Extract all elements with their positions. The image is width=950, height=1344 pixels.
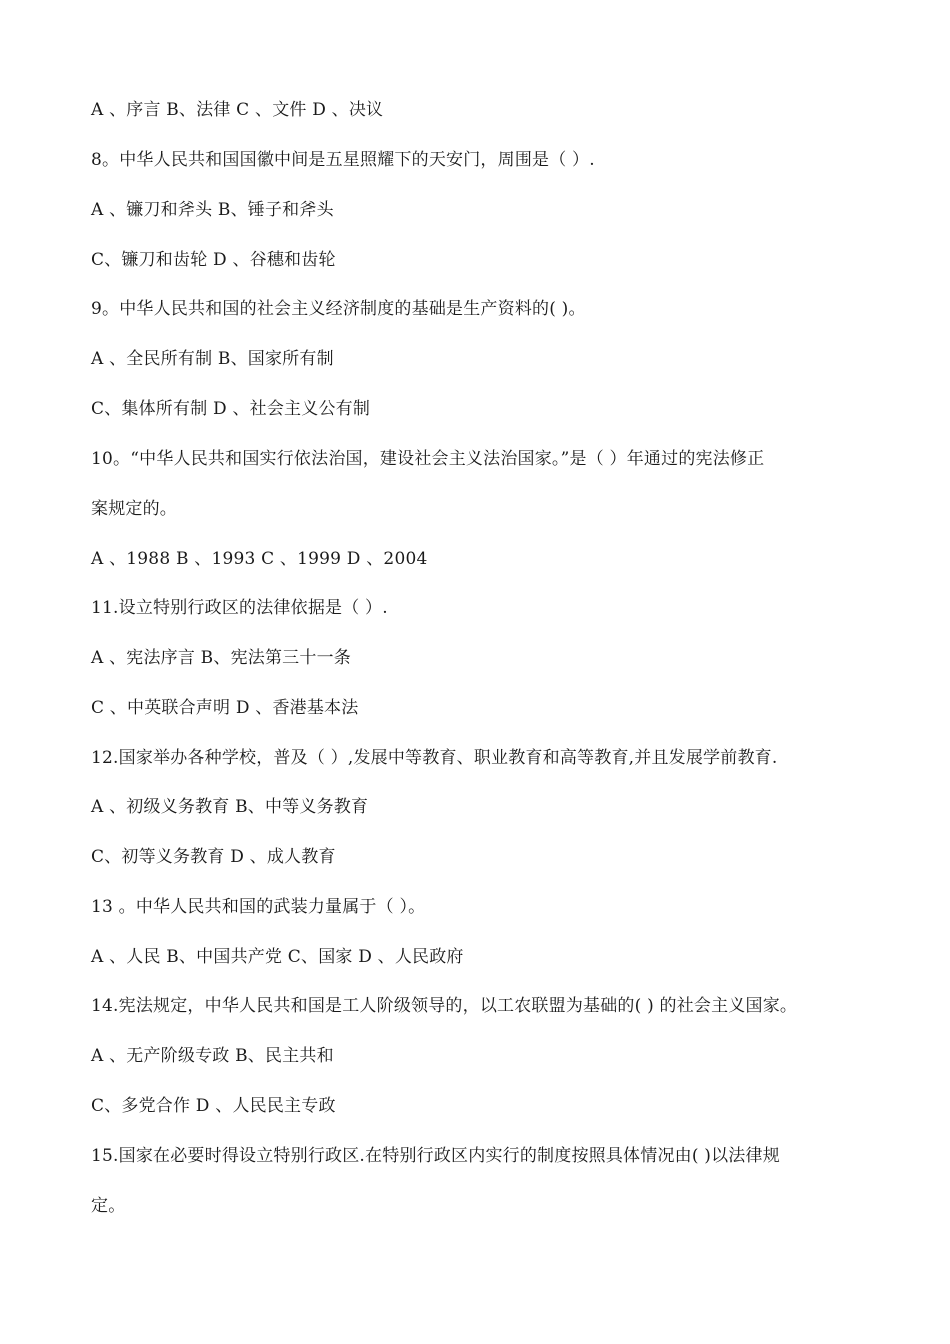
option-line-q7: A 、序言 B、法律 C 、文件 D 、决议 bbox=[91, 100, 384, 120]
option-line-q10: A 、1988 B 、1993 C 、1999 D 、2004 bbox=[91, 549, 428, 569]
option-line-q13: A 、人民 B、中国共产党 C、国家 D 、人民政府 bbox=[91, 947, 464, 967]
question-15-line-2: 定。 bbox=[91, 1196, 126, 1216]
option-line-q9-ab: A 、全民所有制 B、国家所有制 bbox=[91, 349, 334, 369]
option-line-q12-ab: A 、初级义务教育 B、中等义务教育 bbox=[91, 797, 369, 817]
option-line-q12-cd: C、初等义务教育 D 、成人教育 bbox=[91, 847, 336, 867]
option-line-q8-cd: C、镰刀和齿轮 D 、谷穗和齿轮 bbox=[91, 250, 336, 270]
question-11: 11.设立特别行政区的法律依据是（ ）. bbox=[91, 598, 388, 618]
option-line-q11-cd: C 、中英联合声明 D 、香港基本法 bbox=[91, 698, 359, 718]
question-13: 13 。中华人民共和国的武装力量属于（ ）。 bbox=[91, 897, 426, 917]
question-10-line-2: 案规定的。 bbox=[91, 499, 177, 519]
question-14: 14.宪法规定，中华人民共和国是工人阶级领导的，以工农联盟为基础的( ) 的社会主义国家。 bbox=[91, 996, 798, 1016]
question-12: 12.国家举办各种学校，普及（ ）,发展中等教育、职业教育和高等教育,并且发展学前教育. bbox=[91, 748, 778, 768]
question-8: 8。中华人民共和国国徽中间是五星照耀下的天安门，周围是（ ）. bbox=[91, 150, 595, 170]
question-9: 9。中华人民共和国的社会主义经济制度的基础是生产资料的( )。 bbox=[91, 299, 586, 319]
option-line-q14-cd: C、多党合作 D 、人民民主专政 bbox=[91, 1096, 336, 1116]
option-line-q14-ab: A 、无产阶级专政 B、民主共和 bbox=[91, 1046, 334, 1066]
question-15-line-1: 15.国家在必要时得设立特别行政区.在特别行政区内实行的制度按照具体情况由( )以法律规 bbox=[91, 1146, 780, 1166]
option-line-q11-ab: A 、宪法序言 B、宪法第三十一条 bbox=[91, 648, 351, 668]
option-line-q9-cd: C、集体所有制 D 、社会主义公有制 bbox=[91, 399, 371, 419]
option-line-q8-ab: A 、镰刀和斧头 B、锤子和斧头 bbox=[91, 200, 334, 220]
question-10-line-1: 10。“中华人民共和国实行依法治国，建设社会主义法治国家。”是（ ）年通过的宪法修正 bbox=[91, 449, 765, 469]
